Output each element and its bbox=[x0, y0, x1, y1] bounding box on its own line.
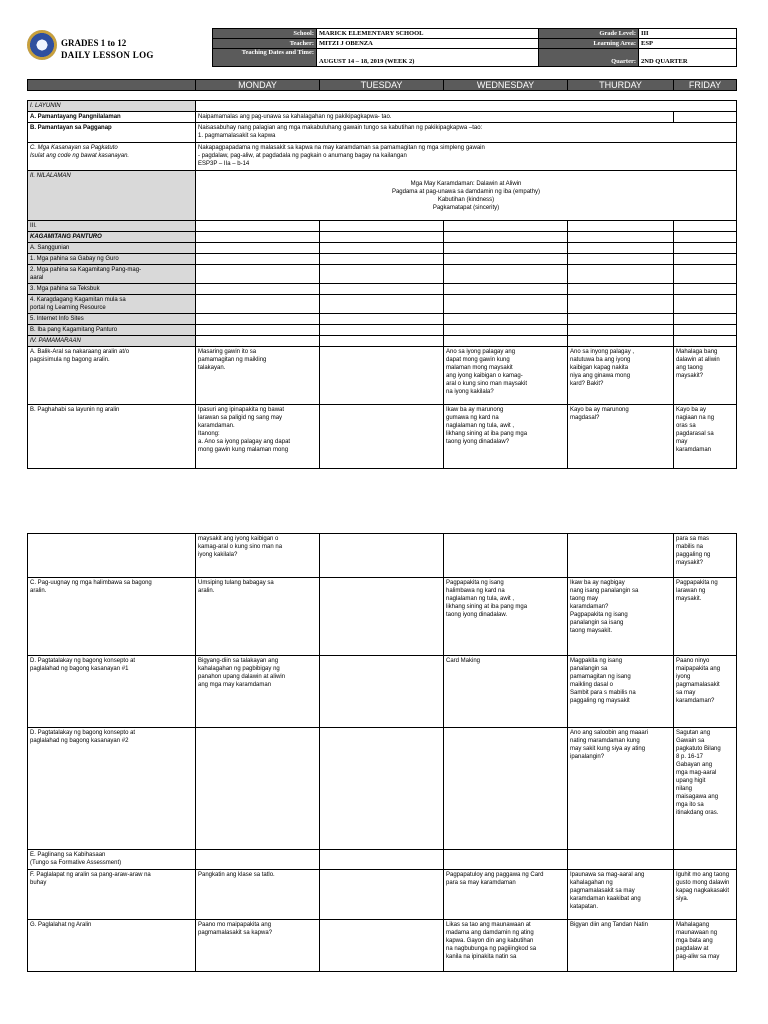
pamantayan-pagganap-label: B. Pamantayan sa Pagganap bbox=[28, 123, 196, 143]
day-wednesday: WEDNESDAY bbox=[444, 80, 568, 91]
pag-uugnay-monday: Umsiping tulang babagay sa aralin. bbox=[196, 578, 320, 656]
quarter-label: Quarter: bbox=[539, 49, 639, 67]
grade-value: III bbox=[639, 29, 737, 39]
teacher-value: MITZI J OBENZA bbox=[317, 39, 539, 49]
continued-monday: maysakit ang iyong kaibigan o kamag-aral o kung sino man na iyong kakilala? bbox=[196, 534, 320, 578]
balik-aral-monday: Masaring gawin ito sa pamamagitan ng maikling talakayan. bbox=[196, 347, 320, 405]
pagtatalakay-1-wednesday: Card Making bbox=[444, 656, 568, 728]
days-header bbox=[27, 79, 737, 91]
kasanayan-label: C. Mga Kasanayan sa Pagkatuto Isulat ang code ng bawat kasanayan. bbox=[28, 143, 196, 171]
area-value: ESP bbox=[639, 39, 737, 49]
paglalapat-monday: Pangkatin ang klase sa tatlo. bbox=[196, 870, 320, 920]
kagamitan-heading: KAGAMITANG PANTURO bbox=[28, 232, 196, 243]
grade-label: Grade Level: bbox=[539, 29, 639, 39]
iii-heading: III. bbox=[28, 221, 196, 232]
lesson-table-page-2 bbox=[27, 533, 737, 972]
pamantayan-pagganap-value: Naisasabuhay nang palagian ang mga makabuluhang gawain tungo sa kabutihan ng pakikipagkapwa –tao: 1. pagmamalasakit sa kapwa bbox=[196, 123, 737, 143]
balik-aral-label: A. Balik-Aral sa nakaraang aralin at/o pagsisimula ng bagong aralin. bbox=[28, 347, 196, 405]
pag-uugnay-thursday: Ikaw ba ay nagbigay nang isang panalangin sa taong may karamdaman? Pagpapakita ng isang panalangin sa isang taong maysakit. bbox=[568, 578, 674, 656]
paghahabi-thursday: Kayo ba ay marunong magdasal? bbox=[568, 405, 674, 469]
paglalapat-friday: Iguhit mo ang taong gusto mong dalawin kapag nagkakasakit siya. bbox=[674, 870, 737, 920]
continued-friday: para sa mas mabilis na paggaling ng maysakit? bbox=[674, 534, 737, 578]
paglalahat-friday: Mahalagang maunawaan ng mga bata ang pagdalaw at pag-aliw sa may bbox=[674, 920, 737, 972]
pagtatalakay-1-thursday: Magpakita ng isang panalangin sa pamamagitan ng isang maikling dasal o Sambit para s mabilis na paggaling ng maysakit bbox=[568, 656, 674, 728]
paglalahat-monday: Paano mo maipapakita ang pagmamalasakit sa kapwa? bbox=[196, 920, 320, 972]
nilalaman-heading: II. NILALAMAN bbox=[28, 171, 196, 221]
school-value: MARICK ELEMENTARY SCHOOL bbox=[317, 29, 539, 39]
day-friday: FRIDAY bbox=[674, 80, 737, 91]
karagdagang-label: 4. Karagdagang Kagamitan mula sa portal ng Learning Resource bbox=[28, 295, 196, 314]
paghahabi-monday: Ipasuri ang ipinapakita ng bawat larawan sa paligid ng sang may karamdaman. Itanong: a. Ano sa iyong palagay ang dapat mong gawin kung malaman mong bbox=[196, 405, 320, 469]
balik-aral-wednesday: Ano sa iyong palagay ang dapat mong gawin kung malaman mong maysakit ang iyong kaibigan o kamag- aral o kung sino man maysakit na iyong kakilala? bbox=[444, 347, 568, 405]
iba-pang-label: B. Iba pang Kagamitang Panturo bbox=[28, 325, 196, 336]
days-corner bbox=[28, 80, 196, 91]
header-info-table bbox=[212, 28, 737, 67]
day-thursday: THURDAY bbox=[568, 80, 674, 91]
pagtatalakay-1-friday: Paano ninyo maipapakita ang iyong pagmamalasakit sa may karamdaman? bbox=[674, 656, 737, 728]
dates-label: Teaching Dates and Time: bbox=[213, 49, 317, 67]
quarter-value: 2ND QUARTER bbox=[639, 49, 737, 67]
balik-aral-friday: Mahalaga bang dalawin at aliwin ang taong maysakit? bbox=[674, 347, 737, 405]
paglinang-label: E. Paglinang sa Kabihasaan (Tungo sa Formative Assessment) bbox=[28, 850, 196, 870]
teksbuk-label: 3. Mga pahina sa Teksbuk bbox=[28, 284, 196, 295]
title-line-2: DAILY LESSON LOG bbox=[61, 50, 154, 60]
pag-uugnay-label: C. Pag-uugnay ng mga halimbawa sa bagong aralin. bbox=[28, 578, 196, 656]
pagtatalakay-2-friday: Sagutan ang Gawain sa pagkatuto Bilang 8 p. 16-17 Gabayan ang mga mag-aaral upang higit nilang maisagawa ang mga ito sa itinakdang oras. bbox=[674, 728, 737, 850]
sanggunian-label: A. Sanggunian bbox=[28, 243, 196, 254]
paglalapat-label: F. Paglalapat ng aralin sa pang-araw-araw na buhay bbox=[28, 870, 196, 920]
internet-label: 5. Internet Info Sites bbox=[28, 314, 196, 325]
kasanayan-value: Nakapagpapadama ng malasakit sa kapwa na may karamdaman sa pamamagitan ng mga simpleng gawain - pagdalaw, pag-aliw, at pagdadala ng pagkain o anumang bagay na kailangan ESP3P – IIa – b-14 bbox=[196, 143, 737, 171]
pagtatalakay-1-label: D. Pagtatalakay ng bagong konsepto at paglalahad ng bagong kasanayan #1 bbox=[28, 656, 196, 728]
area-label: Learning Area: bbox=[539, 39, 639, 49]
paglalahat-label: G. Paglalahat ng Aralin bbox=[28, 920, 196, 972]
gabay-label: 1. Mga pahina sa Gabay ng Guro bbox=[28, 254, 196, 265]
pamantayang-pangnilalaman-value: Naipamamalas ang pag-unawa sa kahalagahan ng pakikipagkapwa- tao. bbox=[196, 112, 674, 123]
balik-aral-thursday: Ano sa inyong palagay , natutuwa ba ang iyong kaibigan kapag nakita niya ang ginawa mong kard? Bakit? bbox=[568, 347, 674, 405]
paghahabi-wednesday: Ikaw ba ay marunong gumawa ng kard na naglalaman ng tula, awit , likhang sining at iba pang mga taong iyong dinadalaw? bbox=[444, 405, 568, 469]
paglalahat-thursday: Bigyan diin ang Tandan Natin bbox=[568, 920, 674, 972]
pag-uugnay-friday: Pagpapakita ng larawan ng maysakit. bbox=[674, 578, 737, 656]
kagamitan-mag-aaral-label: 2. Mga pahina sa Kagamitang Pang-mag- aaral bbox=[28, 265, 196, 284]
paghahabi-friday: Kayo ba ay nagiaan na ng oras sa pagdarasal sa may karamdaman bbox=[674, 405, 737, 469]
title-line-1: GRADES 1 to 12 bbox=[61, 38, 127, 48]
day-tuesday: TUESDAY bbox=[320, 80, 444, 91]
paglalahat-wednesday: Likas sa tao ang maunawaan at madama ang damdamin ng ating kapwa. Gayon din ang kabutihan na nagbubunga ng pagiiingkod sa kanila na ipinakita natin sa bbox=[444, 920, 568, 972]
school-label: School: bbox=[213, 29, 317, 39]
paglalapat-wednesday: Pagpapatuloy ang paggawa ng Card para sa may karamdaman bbox=[444, 870, 568, 920]
pagtatalakay-2-label: D. Pagtatalakay ng bagong konsepto at paglalahad ng bagong kasanayan #2 bbox=[28, 728, 196, 850]
paghahabi-label: B. Paghahabi sa layunin ng aralin bbox=[28, 405, 196, 469]
paglalapat-thursday: Ipaunawa sa mag-aaral ang kahalagahan ng pagmamalasakit sa may karamdaman kaakibat ang katapatan. bbox=[568, 870, 674, 920]
layunin-heading: I. LAYUNIN bbox=[28, 101, 196, 112]
pag-uugnay-wednesday: Pagpapakita ng isang halimbawa ng kard na naglalaman ng tula, awit , likhang sining at iba pang mga taong iyong dinadalaw. bbox=[444, 578, 568, 656]
nilalaman-value: Mga May Karamdaman: Dalawin at Aliwin Pagdama at pag-unawa sa damdamin ng iba (empathy) Kabutihan (kindness) Pagkamatapat (sincerity) bbox=[196, 171, 737, 221]
day-monday: MONDAY bbox=[196, 80, 320, 91]
dates-value: AUGUST 14 – 18, 2019 (WEEK 2) bbox=[317, 49, 539, 67]
pagtatalakay-1-monday: Bigyang-diin sa talakayan ang kahalagahan ng pagbibigay ng panahon upang dalawin at aliwin ang mga may karamdaman bbox=[196, 656, 320, 728]
pamamaraan-heading: IV. PAMAMARAAN bbox=[28, 336, 196, 347]
pagtatalakay-2-thursday: Ano ang saloobin ang maaari nating maramdaman kung may sakit kung siya ay ating ipanalangin? bbox=[568, 728, 674, 850]
lesson-table-page-1 bbox=[27, 100, 737, 469]
teacher-label: Teacher: bbox=[213, 39, 317, 49]
deped-seal-icon bbox=[27, 30, 57, 60]
pamantayang-pangnilalaman-label: A. Pamantayang Pangnilalaman bbox=[28, 112, 196, 123]
